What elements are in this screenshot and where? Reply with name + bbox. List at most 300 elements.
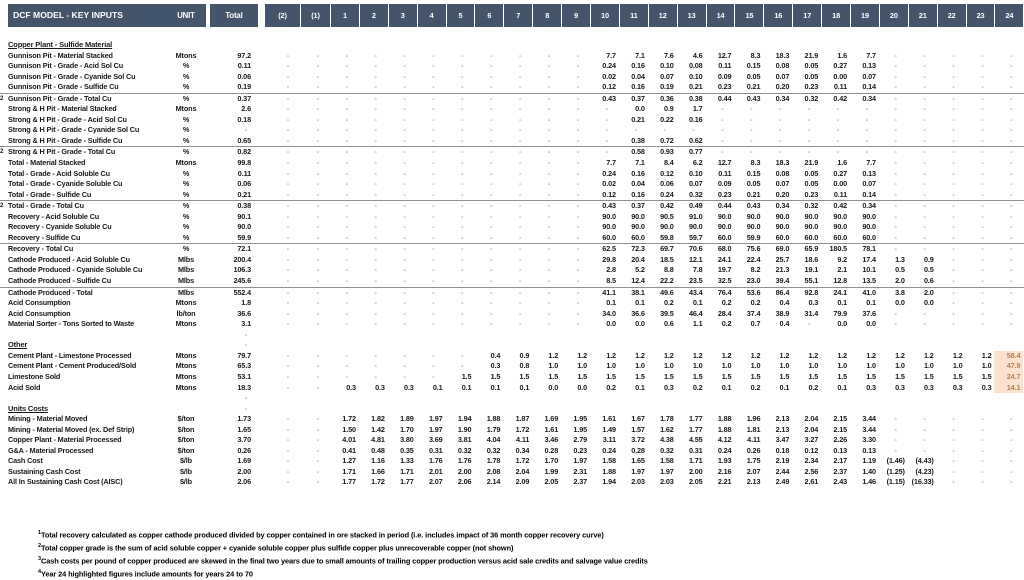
data-cell: 90.0 — [717, 211, 732, 221]
data-cell: - — [286, 135, 289, 145]
data-cell: - — [952, 477, 955, 487]
data-cell — [388, 393, 417, 404]
data-cell: 1.46 — [862, 477, 876, 487]
data-cell — [446, 330, 475, 341]
data-cell: 0.5 — [924, 265, 934, 275]
data-cell: 1.0 — [808, 361, 819, 371]
data-cell — [474, 340, 503, 351]
data-cell: 32.5 — [717, 276, 732, 286]
section-header-row — [0, 40, 1024, 51]
data-cell: 0.3 — [981, 382, 992, 392]
data-cell: - — [286, 371, 289, 381]
data-cell: 2.05 — [544, 477, 559, 487]
data-cell: - — [576, 135, 580, 145]
row-label: Mining - Material Moved — [8, 414, 88, 424]
data-cell: - — [490, 179, 493, 189]
total-cell: 90.0 — [237, 222, 251, 232]
data-cell: 2.34 — [804, 456, 819, 466]
data-cell: 0.3 — [403, 382, 414, 392]
data-cell: (1.15) — [886, 477, 905, 487]
data-cell: - — [981, 168, 984, 178]
data-cell: - — [778, 114, 782, 124]
data-cell: 1.82 — [371, 414, 385, 424]
data-cell: - — [1010, 424, 1013, 434]
data-cell: 0.00 — [833, 71, 848, 81]
data-cell — [619, 40, 648, 51]
data-cell: - — [547, 158, 551, 168]
data-cell: 1.2 — [577, 350, 588, 360]
data-cell: - — [461, 147, 464, 157]
data-cell: - — [778, 147, 782, 157]
data-cell — [330, 40, 359, 51]
data-cell: 0.43 — [602, 93, 616, 103]
data-cell — [850, 340, 879, 351]
table-row — [0, 309, 1024, 320]
data-cell: 0.13 — [833, 445, 848, 455]
data-cell: - — [286, 179, 289, 189]
table-row — [0, 287, 1024, 299]
data-cell — [388, 40, 417, 51]
data-cell: - — [981, 298, 984, 308]
data-cell: 2.00 — [457, 466, 472, 476]
data-cell: 4.81 — [371, 435, 385, 445]
data-cell: - — [286, 168, 289, 178]
data-cell: 0.16 — [631, 168, 645, 178]
data-cell: - — [576, 319, 580, 329]
data-cell: - — [518, 254, 522, 264]
data-cell: - — [952, 168, 955, 178]
data-cell: - — [316, 147, 319, 157]
marker-spacer — [0, 72, 8, 83]
data-cell: 0.12 — [660, 168, 674, 178]
data-cell: 1.71 — [400, 466, 414, 476]
total-cell: 0.21 — [237, 189, 251, 199]
data-cell: - — [374, 189, 377, 199]
data-cell: 0.09 — [717, 179, 732, 189]
data-cell: 0.72 — [660, 135, 674, 145]
data-cell: 0.24 — [602, 168, 616, 178]
unit-cell: % — [182, 147, 190, 157]
data-cell: - — [316, 93, 319, 103]
data-cell: 41.0 — [862, 287, 876, 297]
data-cell: - — [952, 414, 955, 424]
data-cell: - — [923, 201, 926, 211]
data-cell: - — [1010, 147, 1013, 157]
data-cell: - — [518, 82, 522, 92]
data-cell: 0.10 — [688, 71, 703, 81]
data-cell: - — [952, 201, 955, 211]
data-cell — [994, 40, 1023, 51]
data-cell: - — [374, 114, 377, 124]
unit-cell: $/lb — [180, 466, 192, 476]
year-column-header: 7 — [503, 4, 532, 27]
data-cell: - — [403, 244, 406, 254]
data-cell: 0.2 — [721, 298, 732, 308]
data-cell — [648, 40, 677, 51]
year-column-header: 1 — [330, 4, 359, 27]
data-cell: 13.5 — [862, 276, 876, 286]
data-cell: - — [663, 125, 666, 135]
data-cell: 2.44 — [775, 466, 790, 476]
data-cell — [966, 40, 995, 51]
table-row — [0, 51, 1024, 62]
data-cell — [648, 404, 677, 415]
data-cell: 1.2 — [924, 350, 934, 360]
data-cell: - — [952, 61, 955, 71]
data-cell: 59.8 — [660, 232, 674, 242]
data-cell: - — [1010, 135, 1013, 145]
data-cell: - — [952, 466, 955, 476]
data-cell: - — [490, 82, 493, 92]
data-cell: 39.5 — [660, 308, 674, 318]
marker-spacer — [0, 435, 8, 446]
data-cell: 1.72 — [371, 477, 385, 487]
total-cell: 65.3 — [237, 361, 251, 371]
data-cell: 1.5 — [606, 371, 616, 381]
data-cell: - — [605, 147, 608, 157]
data-cell: 1.2 — [606, 350, 616, 360]
data-cell: - — [923, 445, 926, 455]
data-cell: - — [286, 158, 289, 168]
data-cell: 1.58 — [660, 456, 674, 466]
data-cell: 2.31 — [573, 466, 588, 476]
data-cell: - — [547, 201, 551, 211]
year-column-header: 9 — [561, 4, 590, 27]
data-cell: 2.00 — [688, 466, 703, 476]
data-cell: - — [952, 222, 955, 232]
table-row — [0, 104, 1024, 115]
data-cell: 1.70 — [400, 424, 414, 434]
total-cell: 0.65 — [237, 135, 251, 145]
data-cell: 2.13 — [746, 477, 761, 487]
data-cell — [677, 393, 706, 404]
data-cell: 0.3 — [952, 382, 963, 392]
data-cell: - — [894, 179, 897, 189]
data-cell: 1.42 — [371, 424, 385, 434]
data-cell: - — [490, 189, 493, 199]
data-cell: 1.5 — [577, 371, 588, 381]
data-cell: - — [432, 168, 435, 178]
data-cell: - — [923, 308, 926, 318]
data-cell — [590, 404, 619, 415]
data-cell: - — [345, 244, 348, 254]
data-cell: - — [576, 71, 580, 81]
data-cell: 0.2 — [750, 382, 761, 392]
data-cell — [734, 404, 763, 415]
data-cell: - — [345, 135, 348, 145]
data-cell: 2.37 — [573, 477, 588, 487]
data-cell: 2.49 — [775, 477, 790, 487]
footnote: $^4$Year 24 highlighted figures include amounts for years 24 to 70 — [38, 569, 253, 579]
data-cell: 0.23 — [573, 445, 588, 455]
data-cell: - — [1010, 232, 1013, 242]
data-cell: 0.13 — [862, 168, 876, 178]
data-cell: - — [345, 222, 348, 232]
data-cell: - — [981, 201, 984, 211]
data-cell — [532, 340, 561, 351]
data-cell — [677, 404, 706, 415]
data-cell: - — [923, 189, 926, 199]
data-cell: 0.07 — [688, 179, 703, 189]
data-cell: 0.23 — [717, 189, 732, 199]
data-cell: - — [432, 308, 435, 318]
data-cell — [388, 340, 417, 351]
data-cell: - — [345, 298, 348, 308]
data-cell: - — [374, 179, 377, 189]
data-cell — [264, 340, 300, 351]
data-cell: - — [750, 147, 753, 157]
marker-spacer — [0, 125, 8, 136]
data-cell — [446, 404, 475, 415]
data-cell: 0.34 — [775, 93, 790, 103]
data-cell: 1.62 — [660, 424, 674, 434]
data-cell: - — [374, 158, 377, 168]
data-cell: 0.12 — [602, 82, 616, 92]
row-label: Recovery - Total Cu — [8, 244, 74, 254]
data-cell: - — [836, 125, 840, 135]
data-cell: - — [518, 104, 522, 114]
total-cell: 0.37 — [237, 93, 251, 103]
data-cell: - — [1010, 179, 1013, 189]
data-cell: 4.11 — [516, 435, 530, 445]
data-cell: - — [894, 232, 897, 242]
data-cell: 0.09 — [717, 71, 732, 81]
year-column-header: 24 — [994, 4, 1023, 27]
data-cell: - — [1010, 50, 1013, 60]
data-cell: 0.1 — [490, 382, 501, 392]
data-cell: - — [403, 93, 406, 103]
data-cell: 2.05 — [688, 477, 703, 487]
data-cell: - — [374, 350, 377, 360]
data-cell: - — [576, 147, 580, 157]
table-row — [0, 125, 1024, 136]
data-cell: - — [316, 287, 319, 297]
data-cell: - — [403, 168, 406, 178]
data-cell: (1.46) — [886, 456, 905, 466]
data-cell: - — [403, 71, 406, 81]
data-cell: 18.3 — [775, 158, 790, 168]
data-cell: - — [490, 298, 493, 308]
data-cell: 4.12 — [717, 435, 732, 445]
data-cell: 1.5 — [548, 371, 559, 381]
unit-cell: $/lb — [180, 456, 192, 466]
data-cell — [417, 404, 446, 415]
data-cell: - — [981, 211, 984, 221]
data-cell: 2.08 — [486, 466, 501, 476]
total-cell: 1.8 — [241, 298, 251, 308]
data-cell — [966, 393, 995, 404]
data-cell: - — [923, 93, 926, 103]
data-cell: - — [286, 232, 289, 242]
data-cell: 90.0 — [746, 211, 761, 221]
data-cell: - — [374, 361, 377, 371]
data-cell: - — [403, 50, 406, 60]
data-cell: - — [894, 201, 897, 211]
data-cell: 2.01 — [428, 466, 443, 476]
data-cell: - — [1010, 287, 1013, 297]
row-label: All In Sustaining Cash Cost (AISC) — [8, 477, 123, 487]
data-cell: 0.3 — [924, 382, 934, 392]
data-cell — [937, 330, 966, 341]
data-cell — [763, 330, 792, 341]
data-cell: - — [432, 211, 435, 221]
data-cell — [763, 340, 792, 351]
data-cell: 0.16 — [631, 61, 645, 71]
data-cell: - — [807, 104, 811, 114]
data-cell: 0.14 — [862, 82, 876, 92]
data-cell: - — [1010, 222, 1013, 232]
section-label: Units Costs — [8, 403, 49, 413]
data-cell: 0.3 — [346, 382, 356, 392]
data-cell: - — [1010, 125, 1013, 135]
total-cell: 1.73 — [237, 414, 251, 424]
data-cell: 1.88 — [717, 414, 732, 424]
data-cell: - — [345, 125, 348, 135]
data-cell: 0.21 — [746, 82, 761, 92]
data-cell: - — [981, 232, 984, 242]
data-cell: - — [894, 168, 897, 178]
table-row — [0, 146, 1024, 158]
data-cell: - — [432, 287, 435, 297]
data-cell: 0.2 — [750, 298, 761, 308]
data-cell: - — [286, 50, 289, 60]
data-cell: - — [576, 265, 580, 275]
data-cell: - — [374, 232, 377, 242]
data-cell: 0.1 — [837, 382, 848, 392]
row-label: Strong & H Pit - Grade - Cyanide Sol Cu — [8, 125, 140, 135]
data-cell — [446, 340, 475, 351]
table-row — [0, 115, 1024, 126]
data-cell: 1.5 — [866, 371, 876, 381]
data-cell: 21.9 — [804, 50, 819, 60]
data-cell: 1.0 — [779, 361, 790, 371]
data-cell: - — [923, 135, 926, 145]
data-cell — [474, 404, 503, 415]
data-cell: 1.0 — [952, 361, 963, 371]
data-cell: - — [605, 135, 608, 145]
data-cell: - — [865, 104, 868, 114]
data-cell: - — [576, 276, 580, 286]
data-cell: - — [461, 50, 464, 60]
data-cell: - — [894, 244, 897, 254]
data-cell: - — [461, 211, 464, 221]
data-cell: 0.07 — [775, 71, 790, 81]
data-cell: - — [286, 319, 289, 329]
data-cell: 0.21 — [631, 114, 645, 124]
data-cell: - — [952, 114, 955, 124]
data-cell: 0.07 — [660, 71, 674, 81]
data-cell: - — [807, 114, 811, 124]
data-cell: 0.13 — [862, 445, 876, 455]
data-cell — [619, 340, 648, 351]
data-cell — [300, 340, 330, 351]
data-cell: 1.96 — [746, 414, 761, 424]
data-cell — [879, 393, 908, 404]
unit-cell: % — [182, 61, 190, 71]
data-cell: - — [518, 319, 522, 329]
unit-cell: Mlbs — [177, 254, 195, 264]
data-cell: - — [461, 114, 464, 124]
data-cell: 0.62 — [688, 135, 703, 145]
data-cell: - — [490, 71, 493, 81]
data-cell: - — [952, 158, 955, 168]
data-cell: 0.21 — [746, 189, 761, 199]
data-cell: - — [894, 158, 897, 168]
row-label: Total - Grade - Acid Soluble Cu — [8, 168, 110, 178]
unit-cell: $/lb — [180, 477, 192, 487]
data-cell: - — [316, 71, 319, 81]
data-cell — [300, 40, 330, 51]
year-column-header: 16 — [763, 4, 792, 27]
marker-spacer — [0, 477, 8, 488]
row-label: Copper Plant - Material Processed — [8, 435, 122, 445]
data-cell: - — [432, 135, 435, 145]
data-cell — [763, 404, 792, 415]
data-cell: 2.13 — [775, 414, 790, 424]
data-cell: 0.42 — [833, 201, 848, 211]
data-cell: - — [316, 298, 319, 308]
data-cell: - — [923, 435, 926, 445]
data-cell: 1.50 — [342, 424, 356, 434]
unit-cell: $/ton — [177, 424, 195, 434]
data-cell: 20.4 — [631, 254, 645, 264]
data-cell: - — [750, 135, 753, 145]
data-cell: - — [345, 114, 348, 124]
data-cell: 1.77 — [688, 414, 703, 424]
data-cell: 0.41 — [342, 445, 356, 455]
data-cell: - — [432, 350, 435, 360]
row-label: Material Sorter - Tons Sorted to Waste — [8, 319, 135, 329]
data-cell — [503, 393, 532, 404]
data-cell: - — [345, 232, 348, 242]
marker-spacer — [0, 40, 8, 51]
data-cell: - — [286, 211, 289, 221]
data-cell: 1.88 — [717, 424, 732, 434]
data-cell: - — [286, 382, 289, 392]
data-cell: - — [778, 135, 782, 145]
data-cell: - — [345, 319, 348, 329]
data-cell: 58.4 — [994, 351, 1023, 362]
data-cell — [966, 404, 995, 415]
unit-cell: % — [182, 93, 190, 103]
data-cell: 0.6 — [924, 276, 934, 286]
footnote-marker: 2 — [0, 148, 4, 156]
data-cell: - — [518, 158, 522, 168]
data-cell: 1.0 — [866, 361, 876, 371]
data-cell: - — [576, 254, 580, 264]
table-row — [0, 425, 1024, 436]
data-cell: - — [286, 477, 289, 487]
marker-spacer — [0, 309, 8, 320]
data-cell: 0.28 — [631, 445, 645, 455]
data-cell: - — [518, 147, 522, 157]
data-cell: 0.3 — [866, 382, 876, 392]
data-cell: 18.6 — [804, 254, 819, 264]
data-cell: - — [432, 50, 435, 60]
data-cell: 1.88 — [486, 414, 501, 424]
data-cell: 1.72 — [515, 424, 530, 434]
data-cell: 1.2 — [721, 350, 732, 360]
data-cell: - — [286, 189, 289, 199]
year-column-header: 5 — [446, 4, 475, 27]
data-cell: - — [1010, 456, 1013, 466]
data-cell: - — [952, 211, 955, 221]
year-column-header: 13 — [677, 4, 706, 27]
data-cell: 0.27 — [833, 61, 848, 71]
data-cell: - — [865, 147, 868, 157]
data-cell: - — [576, 211, 580, 221]
table-row — [0, 169, 1024, 180]
